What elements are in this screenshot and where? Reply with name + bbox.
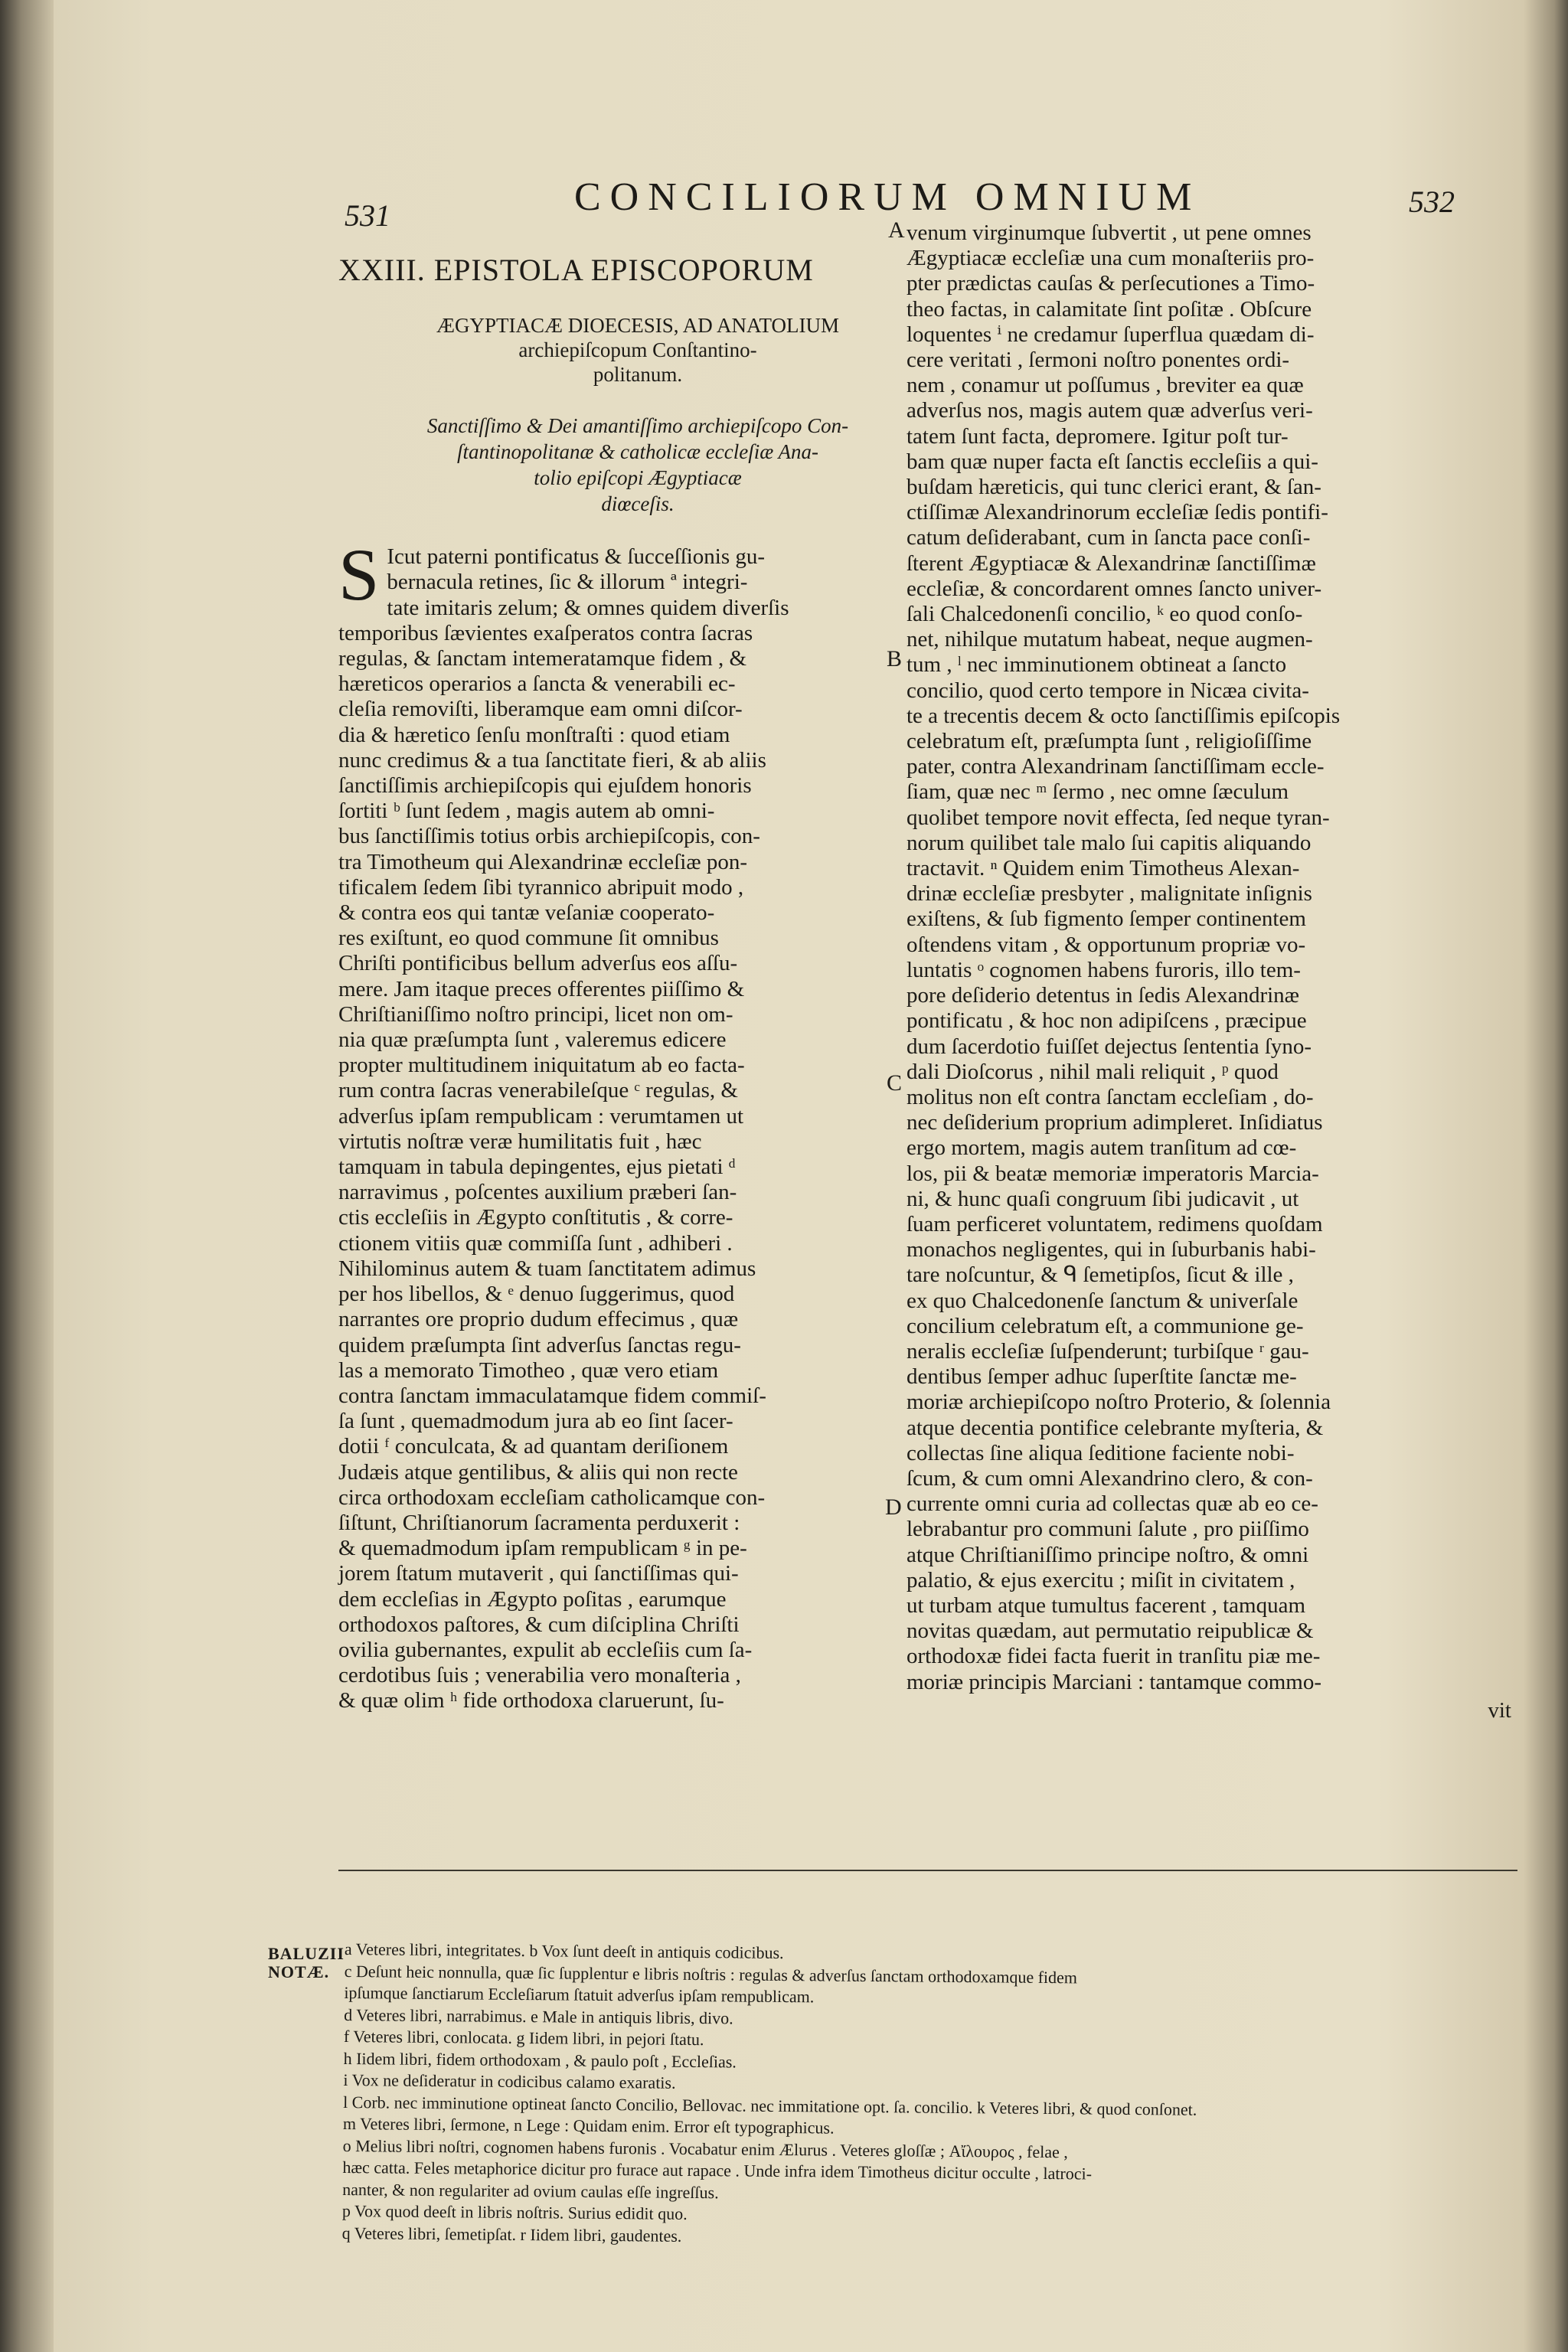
text-line: mere. Jam itaque preces offerentes piiſſimo & [338, 976, 745, 1001]
text-line: rum contra ſacras venerabileſque ᶜ regulas, & [338, 1078, 738, 1103]
text-line: lebrabantur pro communi ſalute , pro piiſſimo [906, 1517, 1309, 1542]
book-page [54, 0, 1554, 2352]
text-line: adverſus nos, magis autem quæ adverſus veri- [906, 398, 1313, 423]
footnote-line: nanter, & non regulariter ad ovium caulas eſſe ingreſſus. [342, 2179, 719, 2202]
text-line: dotii ᶠ conculcata, & ad quantam deriſionem [338, 1434, 729, 1459]
footnote-line: ipſumque ſanctiarum Eccleſiarum ſtatuit adverſus ipſam rempublicam. [344, 1982, 815, 2007]
text-line: ovilia gubernantes, expulit ab eccleſiis cum ſa- [338, 1637, 753, 1662]
text-line: pore deſiderio detentus in ſedis Alexandrinæ [906, 983, 1300, 1008]
text-line: quolibet tempore novit effecta, ſed neque tyran- [906, 805, 1330, 830]
salutation-line: ſtantinopolitanæ & catholicæ eccleſiæ Ana- [457, 440, 818, 464]
text-line: Chriſtianiſſimo noſtro principi, licet non om- [338, 1001, 733, 1027]
text-line: concilio, quod certo tempore in Nicæa civita- [906, 678, 1309, 703]
notes-label-line: BALUZII [268, 1944, 345, 1963]
footnote-line: o Melius libri noſtri, cognomen habens furonis . Vocabatur enim Ælurus . Veteres gloſſæ ; Αἴλουρος , felae , [342, 2135, 1068, 2161]
text-line: molitus non eſt contra ſanctam eccleſiam , do- [906, 1084, 1314, 1109]
margin-letter-d: D [885, 1494, 902, 1520]
footnote-line: i Vox ne deſideratur in codicibus calamo exaratis. [343, 2069, 676, 2092]
right-body-text [906, 220, 1511, 1695]
text-line: contra ſanctam immaculatamque fidem commiſ- [338, 1383, 766, 1408]
text-line: narravimus , poſcentes auxilium præberi ſan- [338, 1180, 737, 1205]
text-line: Nihilominus autem & tuam ſanctitatem adimus [338, 1256, 756, 1281]
salutation-line: tolio epiſcopi Ægyptiacæ [534, 466, 742, 490]
book-spine-edge [0, 0, 54, 2352]
text-line: propter multitudinem iniquitatum ab eo facta- [338, 1053, 745, 1078]
text-line: pontificatu , & hoc non adipiſcens , præcipue [906, 1008, 1307, 1034]
text-line: eccleſiæ, & concordarent omnes ſancto univer- [906, 576, 1322, 601]
text-line: & quemadmodum ipſam rempublicam ᵍ in pe- [338, 1536, 747, 1561]
text-line: Chriſti pontificibus bellum adverſus eos aſſu- [338, 951, 738, 976]
text-line: moriæ archiepiſcopo noſtro Proterio, & ſolennia [906, 1390, 1331, 1415]
text-line: tificalem ſedem ſibi tyrannico abripuit modo , [338, 874, 744, 900]
text-line: palatio, & ejus exercitu ; miſit in civitatem , [906, 1567, 1295, 1592]
text-line: per hos libellos, & ᵉ denuo ſuggerimus, quod [338, 1282, 735, 1307]
drop-cap: S [338, 534, 380, 616]
text-line: currente omni curia ad collectas quæ ab eo ce- [906, 1491, 1318, 1517]
text-line: monachos negligentes, qui in ſuburbanis habi- [906, 1237, 1316, 1263]
left-column [338, 253, 937, 1714]
footnote-line: d Veteres libri, narrabimus. e Male in antiquis libris, divo. [344, 2004, 733, 2027]
text-line: novitas quædam, aut permutatio reipublicæ & [906, 1619, 1314, 1644]
salutation-line: diœceſis. [601, 492, 675, 516]
text-line: bus ſanctiſſimis totius orbis archiepiſcopis, con- [338, 824, 760, 849]
text-line: te a trecentis decem & octo ſanctiſſimis epiſcopis [906, 703, 1341, 728]
footnote-line: a Veteres libri, integritates. b Vox ſunt deeſt in antiquis codicibus. [344, 1939, 784, 1963]
right-column [906, 220, 1511, 1723]
text-line: neralis eccleſiæ ſuſpenderunt; turbiſque ʳ gau- [906, 1338, 1309, 1364]
text-line: tractavit. ⁿ Quidem enim Timotheus Alexan- [906, 856, 1300, 881]
text-line: tamquam in tabula depingentes, ejus pietati ᵈ [338, 1155, 736, 1180]
text-line: moriæ principis Marciani : tantamque commo- [906, 1669, 1322, 1694]
margin-letter-b: B [887, 646, 903, 671]
text-line: Icut paterni pontificatus & ſucceſſionis gu- [387, 544, 766, 570]
text-line: Judæis atque gentilibus, & aliis qui non recte [338, 1459, 738, 1485]
footnote-line: f Veteres libri, conlocata. g Iidem libri, in pejori ſtatu. [343, 2026, 704, 2050]
footnote-rule [338, 1870, 1517, 1871]
text-line: ſcum, & cum omni Alexandrino clero, & con- [906, 1465, 1313, 1491]
text-line: venum virginumque ſubvertit , ut pene omnes [906, 220, 1312, 245]
text-line: quidem præſumpta ſint adverſus ſanctas regu- [338, 1332, 741, 1357]
text-line: ſortiti ᵇ ſunt ſedem , magis autem ab omni- [338, 799, 715, 824]
text-line: ex quo Chalcedonenſe ſanctum & univerſale [906, 1288, 1298, 1313]
text-line: cleſia removiſti, liberamque eam omni diſcor- [338, 697, 743, 722]
text-line: concilium celebratum eſt, a communione ge- [906, 1313, 1304, 1338]
text-line: dali Dioſcorus , nihil mali reliquit , ᵖ quod [906, 1059, 1279, 1084]
text-line: res exiſtunt, eo quod commune ſit omnibus [338, 926, 719, 951]
margin-letter-a: A [888, 217, 905, 243]
page-number-left: 531 [345, 198, 390, 233]
text-line: orthodoxos paſtores, & cum diſciplina Chriſti [338, 1612, 740, 1637]
text-line: oſtendens vitam , & opportunum propriæ vo- [906, 932, 1306, 957]
text-line: temporibus ſævientes exaſperatos contra ſacras [338, 620, 753, 645]
text-line: pater, contra Alexandrinam ſanctiſſimam eccle- [906, 754, 1325, 779]
text-line: & contra eos qui tantæ veſaniæ cooperato- [338, 900, 715, 926]
footnote-line: l Corb. nec imminutione optineat ſancto Concilio, Bellovac. nec immitatione opt. ſa. concilio. k Veteres libri, & quod conſonet. [343, 2092, 1197, 2119]
text-line: orthodoxæ fidei facta fuerit in tranſitu piæ me- [906, 1644, 1321, 1669]
subtitle-line: ÆGYPTIACÆ DIOECESIS, AD ANATOLIUM [436, 314, 840, 338]
text-line: ctis eccleſiis in Ægypto conſtitutis , & corre- [338, 1205, 733, 1230]
text-line: bernacula retines, ſic & illorum ª integri- [387, 570, 748, 595]
text-line: ctionem vitiis quæ commiſſa ſunt , adhiberi . [338, 1230, 733, 1256]
text-line: exiſtens, & ſub figmento ſemper continentem [906, 906, 1306, 932]
text-line: los, pii & beatæ memoriæ imperatoris Marcia- [906, 1161, 1319, 1186]
footnote-line: h Iidem libri, fidem orthodoxam , & paulo poſt , Eccleſias. [343, 2048, 737, 2071]
text-line: Ægyptiacæ eccleſiæ una cum monaſteriis pro- [906, 246, 1315, 271]
salutation-line: Sanctiſſimo & Dei amantiſſimo archiepiſcopo Con- [426, 414, 849, 438]
text-line: regulas, & ſanctam intemeratamque fidem , & [338, 646, 747, 671]
footnote-line: m Veteres libri, ſermone, n Lege : Quidam enim. Error eſt typographicus. [342, 2113, 835, 2138]
text-line: tare noſcuntur, & ᑫ ſemetipſos, ſicut & ille , [906, 1263, 1294, 1288]
subtitle-line: politanum. [593, 363, 683, 387]
text-line: loquentes ⁱ ne credamur ſuperflua quædam di- [906, 322, 1315, 347]
text-line: cere veritati , ſermoni noſtro ponentes ordi- [906, 348, 1290, 373]
text-line: ſa ſunt , quemadmodum jura ab eo ſint ſacer- [338, 1409, 733, 1434]
text-line: ergo mortem, magis autem tranſitum ad cœ- [906, 1135, 1297, 1161]
text-line: tate imitaris zelum; & omnes quidem diverſis [387, 595, 789, 620]
text-line: ſiſtunt, Chriſtianorum ſacramenta perduxerit : [338, 1510, 740, 1535]
text-line: virtutis noſtræ veræ humilitatis fuit , hæc [338, 1129, 702, 1154]
text-line: ſiam, quæ nec ᵐ ſermo , nec omne ſæculum [906, 779, 1289, 805]
text-line: ni, & hunc quaſi congruum ſibi judicavit , ut [906, 1186, 1299, 1211]
text-line: net, nihilque mutatum habeat, neque augmen- [906, 627, 1313, 652]
text-line: ſanctiſſimis archiepiſcopis qui ejuſdem honoris [338, 773, 752, 799]
footnote-line: q Veteres libri, ſemetipſat. r Iidem libri, gaudentes. [341, 2223, 682, 2246]
epistle-subtitle [369, 313, 906, 387]
footnote-line: c Deſunt heic nonnulla, quæ ſic ſupplentur e libris noſtris : regulas & adverſus ſanctam orthodoxamque fidem [344, 1961, 1078, 1987]
text-line: buſdam hæreticis, qui tunc clerici erant, & ſan- [906, 475, 1321, 500]
text-line: las a memorato Timotheo , quæ vero etiam [338, 1357, 719, 1383]
text-line: luntatis ᵒ cognomen habens furoris, illo tem- [906, 957, 1301, 982]
margin-letter-c: C [887, 1070, 903, 1096]
text-line: collectas ſine aliqua ſeditione faciente nobi- [906, 1440, 1295, 1465]
text-line: dentibus ſemper adhuc ſuperſtite ſanctæ me- [906, 1364, 1297, 1390]
text-line: atque Chriſtianiſſimo principe noſtro, & omni [906, 1542, 1309, 1567]
text-line: dum ſacerdotio fuiſſet dejectus ſententia ſyno- [906, 1034, 1312, 1059]
text-line: ctiſſimæ Alexandrinorum eccleſiæ ſedis pontifi- [906, 500, 1328, 525]
text-line: narrantes ore proprio dudum effecimus , quæ [338, 1307, 739, 1332]
text-line: dia & hæretico ſenſu monſtraſti : quod etiam [338, 722, 730, 747]
text-line: drinæ eccleſiæ presbyter , malignitate inſignis [906, 881, 1312, 906]
text-line: tatem ſunt facta, depromere. Igitur poſt tur- [906, 423, 1289, 449]
text-line: nunc credimus & a tua ſanctitate fieri, & ab aliis [338, 747, 766, 773]
text-line: nia quæ præſumpta ſunt , valeremus edicere [338, 1027, 727, 1053]
text-line: circa orthodoxam eccleſiam catholicamque con- [338, 1485, 766, 1510]
text-line: tra Timotheum qui Alexandrinæ eccleſiæ pon- [338, 849, 748, 874]
text-line: nec deſiderium proprium adimpleret. Inſidiatus [906, 1110, 1323, 1135]
footnotes [342, 1939, 1508, 2254]
subtitle-line: archiepiſcopum Conſtantino- [518, 338, 757, 362]
left-body-text [338, 534, 937, 1713]
text-line: ſuam perficeret voluntatem, redimens quoſdam [906, 1211, 1323, 1236]
text-line: theo factas, in calamitate ſint poſitæ . Obſcure [906, 296, 1312, 322]
text-line: pter prædictas cauſas & perſecutiones a Timo- [906, 271, 1315, 296]
text-line: dem eccleſias in Ægypto poſitas , earumque [338, 1586, 727, 1612]
epistle-title: XXIII. EPISTOLA EPISCOPORUM [338, 253, 814, 287]
running-head: CONCILIORUM OMNIUM [574, 175, 1201, 219]
notes-label-line: NOTÆ. [268, 1962, 330, 1981]
footnote-line: hæc catta. Feles metaphorice dicitur pro furace aut rapace . Unde infra idem Timotheus dicitur occulte , latroci- [342, 2157, 1093, 2184]
text-line: ſterent Ægyptiacæ & Alexandrinæ ſanctiſſimæ [906, 550, 1316, 576]
text-line: ſali Chalcedonenſi concilio, ᵏ eo quod conſo- [906, 602, 1303, 627]
footnote-line: p Vox quod deeſt in libris noſtris. Surius edidit quo. [341, 2200, 688, 2223]
text-line: bam quæ nuper facta eſt ſanctis eccleſiis a qui- [906, 449, 1318, 474]
text-line: hæreticos operarios a ſancta & venerabili ec- [338, 671, 736, 697]
text-line: nem , conamur ut poſſumus , breviter ea quæ [906, 373, 1304, 398]
text-line: atque decentia pontifice celebrante myſteria, & [906, 1415, 1324, 1440]
text-line: norum quilibet tale malo ſui capitis aliquando [906, 830, 1312, 855]
notes-label [268, 1945, 345, 1981]
text-line: celebratum eſt, præſumpta ſunt , religioſiſſime [906, 729, 1312, 754]
text-line: cerdotibus ſuis ; venerabilia vero monaſteria , [338, 1663, 741, 1688]
text-line: catum deſiderabant, cum in ſancta pace conſi- [906, 525, 1311, 550]
text-line: ut turbam atque tumultus facerent , tamquam [906, 1592, 1306, 1618]
text-line: adverſus ipſam rempublicam : verumtamen ut [338, 1103, 744, 1129]
text-line: tum , ˡ nec imminutionem obtineat a ſancto [906, 652, 1287, 678]
salutation [361, 413, 914, 517]
text-line: jorem ſtatum mutaverit , qui ſanctiſſimas qui- [338, 1561, 739, 1586]
text-line: & quæ olim ʰ fide orthodoxa claruerunt, ſu- [338, 1688, 724, 1713]
page-number-right: 532 [1409, 185, 1455, 219]
catchword: vit [1488, 1697, 1511, 1723]
